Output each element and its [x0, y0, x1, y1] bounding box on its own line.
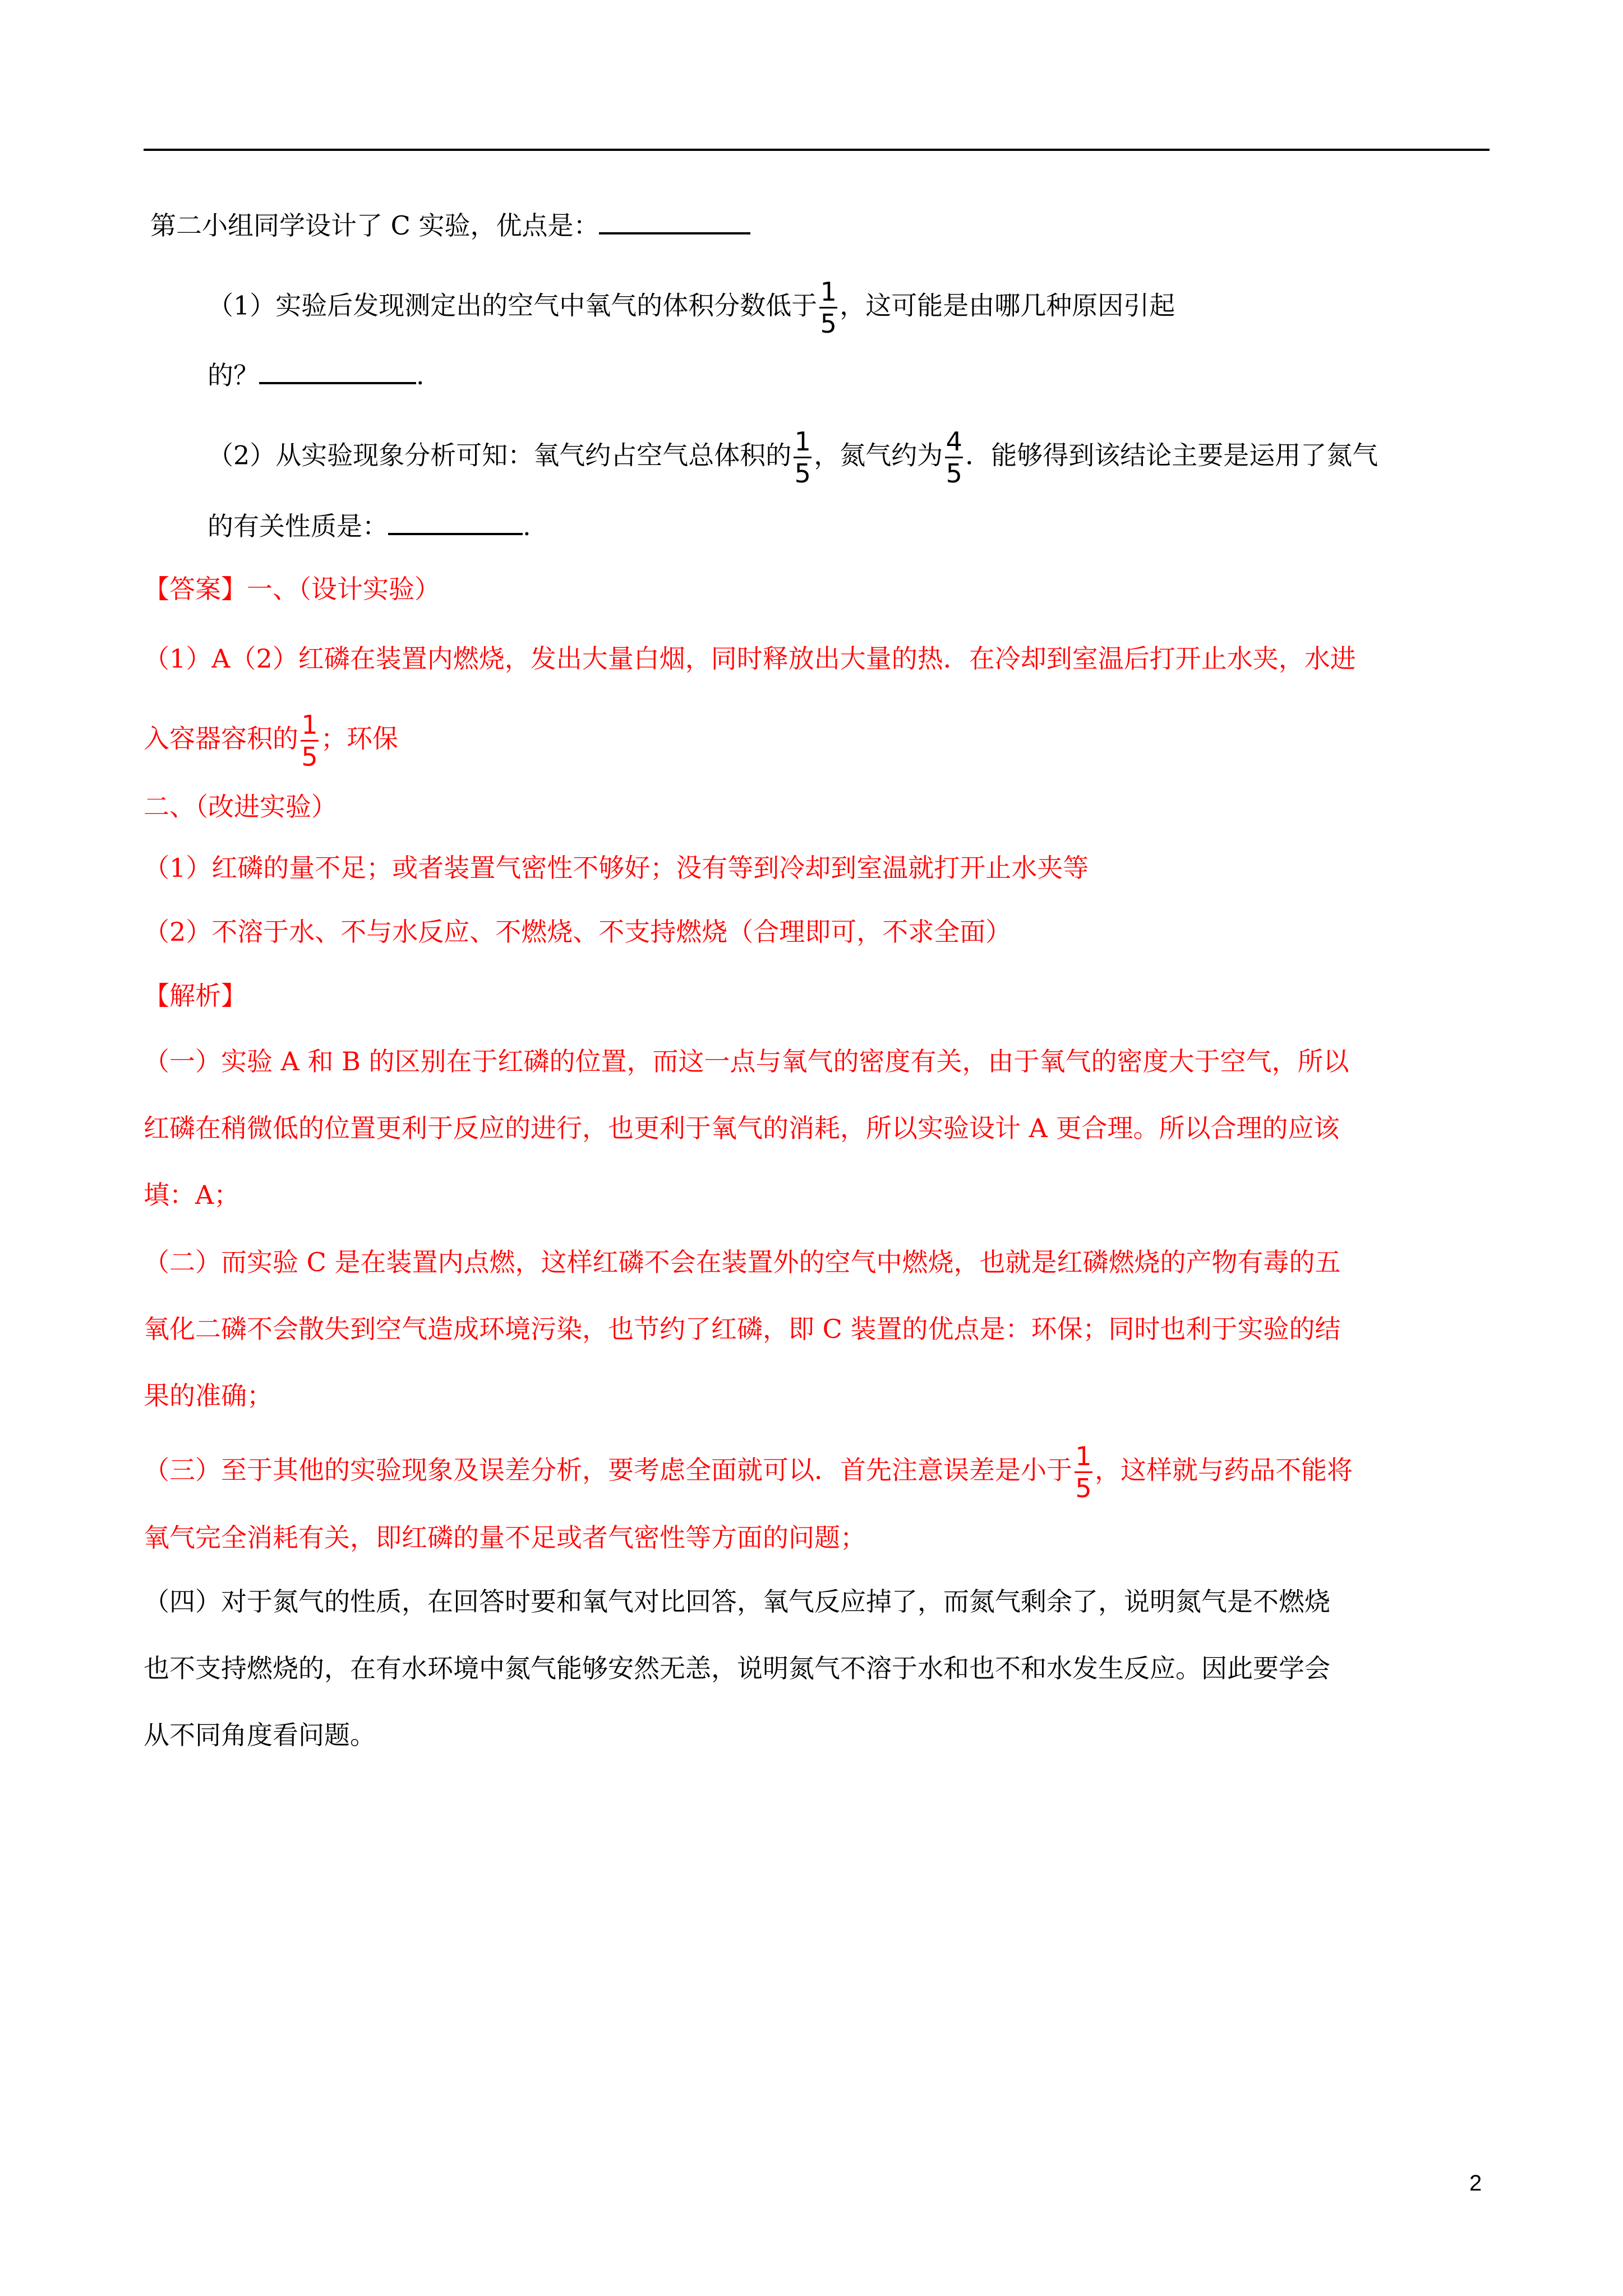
analysis-p2-line3: 果的准确； — [144, 1381, 273, 1411]
question-c-intro-text: 第二小组同学设计了 C 实验，优点是： — [150, 210, 600, 241]
fraction-one-fifth — [1075, 1443, 1092, 1502]
fraction-numerator: 1 — [301, 710, 318, 740]
analysis-p1-line1: （一）实验 A 和 B 的区别在于红磷的位置，而这一点与氧气的密度有关，由于氧气的密度大于空气，所以 — [144, 1046, 1349, 1076]
fraction-one-fifth — [819, 278, 837, 337]
analysis-heading: 【解析】 — [144, 981, 247, 1011]
fraction-denominator: 5 — [794, 458, 811, 489]
header-rule — [144, 149, 1490, 151]
answer-blank-q1[interactable] — [259, 357, 416, 384]
fraction-denominator: 5 — [1075, 1473, 1092, 1503]
fraction-denominator: 5 — [946, 458, 962, 489]
fraction-numerator: 1 — [1075, 1441, 1092, 1471]
question-2-text-after: ．能够得到该结论主要是运用了氮气 — [965, 440, 1378, 471]
answer-blank-c-advantage[interactable] — [599, 208, 750, 234]
fraction-numerator: 1 — [820, 277, 837, 307]
answer-part2-title: 二、（改进实验） — [144, 792, 337, 822]
question-c-intro-line — [150, 208, 750, 242]
question-2-continuation — [208, 508, 531, 543]
analysis-p3-line2: 氧气完全消耗有关，即红磷的量不足或者气密性等方面的问题； — [144, 1522, 866, 1553]
question-2-text-before: （2）从实验现象分析可知：氧气约占空气总体积的 — [208, 440, 792, 471]
answer-part1-line2-after: ；环保 — [321, 723, 398, 754]
question-2-line — [208, 428, 1378, 487]
fraction-denominator: 5 — [301, 742, 318, 772]
question-1-text-after: ，这可能是由哪几种原因引起 — [840, 290, 1175, 321]
answer-part1-title: 一、（设计实验） — [247, 574, 440, 604]
analysis-p3-line1 — [144, 1443, 1353, 1502]
analysis-p4-line3: 从不同角度看问题。 — [144, 1720, 376, 1750]
analysis-p2-line1: （二）而实验 C 是在装置内点燃，这样红磷不会在装置外的空气中燃烧，也就是红磷燃烧的产物有毒的五 — [144, 1247, 1341, 1277]
analysis-p4-line1: （四）对于氮气的性质，在回答时要和氧气对比回答，氧气反应掉了，而氮气剩余了，说明氮气是不燃烧 — [144, 1586, 1330, 1617]
question-1-cont-text: 的？ — [208, 360, 259, 390]
answer-part2-line2: （2）不溶于水、不与水反应、不燃烧、不支持燃烧（合理即可，不求全面） — [144, 917, 1012, 947]
fraction-denominator: 5 — [820, 309, 837, 339]
fraction-one-fifth — [301, 711, 319, 770]
question-1-line — [208, 278, 1175, 337]
question-2-end: . — [523, 511, 531, 541]
analysis-p2-line2: 氧化二磷不会散失到空气造成环境污染，也节约了红磷，即 C 装置的优点是：环保；同时也利于实验的结 — [144, 1314, 1341, 1344]
fraction-numerator: 1 — [794, 426, 811, 457]
analysis-p1-line2: 红磷在稍微低的位置更利于反应的进行，也更利于氧气的消耗，所以实验设计 A 更合理。所以合理的应该 — [144, 1113, 1340, 1143]
question-1-end: . — [416, 360, 425, 390]
answer-part1-line2 — [144, 711, 398, 770]
answer-part1-line2-before: 入容器容积的 — [144, 723, 298, 754]
answer-heading: 【答案】 — [144, 574, 247, 604]
question-2-text-mid: ，氮气约为 — [814, 440, 943, 471]
answer-part2-line1: （1）红磷的量不足；或者装置气密性不够好；没有等到冷却到室温就打开止水夹等 — [144, 853, 1089, 883]
analysis-p3-line1-after: ，这样就与药品不能将 — [1095, 1455, 1353, 1485]
question-2-cont-text: 的有关性质是： — [208, 511, 388, 541]
analysis-p3-line1-before: （三）至于其他的实验现象及误差分析，要考虑全面就可以．首先注意误差是小于 — [144, 1455, 1072, 1485]
fraction-numerator: 4 — [946, 426, 962, 457]
answer-heading-line — [144, 572, 440, 606]
answer-part1-line1: （1）A（2）红磷在装置内燃烧，发出大量白烟，同时释放出大量的热．在冷却到室温后打开止水夹，水进 — [144, 643, 1356, 674]
analysis-p1-line3: 填：A； — [144, 1180, 240, 1210]
page-number: 2 — [1469, 2171, 1482, 2196]
analysis-p4-line2: 也不支持燃烧的，在有水环境中氮气能够安然无恙，说明氮气不溶于水和也不和水发生反应。因此要学会 — [144, 1653, 1330, 1683]
answer-blank-q2[interactable] — [388, 508, 523, 535]
question-1-text-before: （1）实验后发现测定出的空气中氧气的体积分数低于 — [208, 290, 818, 321]
fraction-one-fifth — [794, 428, 811, 487]
fraction-four-fifths — [945, 428, 963, 487]
question-1-continuation — [208, 357, 425, 392]
